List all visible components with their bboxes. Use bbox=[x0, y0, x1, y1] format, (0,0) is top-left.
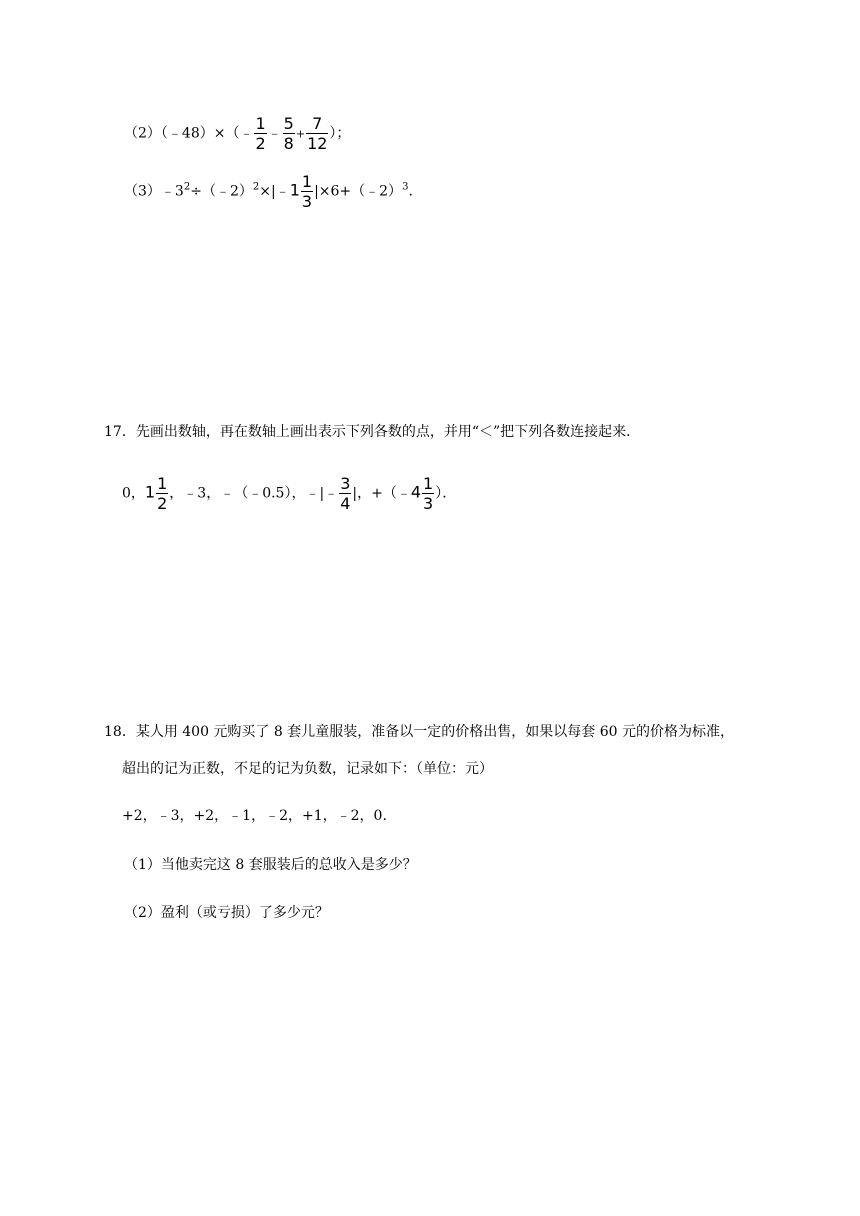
operator: ﹣ bbox=[267, 125, 282, 142]
fraction: $\frac{1}{3}$ bbox=[423, 474, 434, 513]
question-18-line-1: 18．某人用 400 元购买了 8 套儿童服装，准备以一定的价格出售，如果以每套 60 元的价格为标准， bbox=[104, 724, 734, 740]
problem-2-expr-end: ）； bbox=[329, 125, 351, 142]
problem-3-expr-b: ÷（﹣2） bbox=[190, 183, 253, 200]
fraction: $\frac{1}{3}$ bbox=[301, 172, 313, 211]
question-18-records: +2，﹣3，+2，﹣1，﹣2，+1，﹣2，0. bbox=[122, 808, 387, 824]
problem-3-label: （3） bbox=[124, 183, 161, 200]
mixed-number-int: 1 bbox=[289, 180, 300, 200]
exponent: 3 bbox=[402, 181, 409, 193]
fraction: $\frac{3}{4}$ bbox=[340, 474, 351, 513]
fraction: $\frac{7}{12}$ bbox=[307, 114, 328, 153]
question-18-sub-1: （1）当他卖完这 8 套服装后的总收入是多少？ bbox=[124, 857, 417, 873]
problem-3 bbox=[124, 172, 413, 211]
problem-3-expr-d: |×6+（﹣2） bbox=[314, 183, 403, 200]
question-18-line-2: 超出的记为正数，不足的记为负数，记录如下：（单位：元） bbox=[122, 761, 493, 777]
fraction: $\frac{5}{8}$ bbox=[283, 114, 294, 153]
mixed-number-int: 1 bbox=[144, 482, 156, 502]
exponent: 2 bbox=[183, 181, 191, 193]
problem-2-label: （2） bbox=[124, 125, 161, 142]
problem-3-expr-a: ﹣3 bbox=[160, 183, 184, 200]
question-17-title: 17．先画出数轴，再在数轴上画出表示下列各数的点，并用“＜”把下列各数连接起来． bbox=[104, 424, 641, 440]
problem-2 bbox=[124, 114, 350, 153]
problem-3-expr-end: . bbox=[408, 183, 413, 200]
fraction: $\frac{1}{2}$ bbox=[157, 474, 168, 513]
mixed-number-int: 4 bbox=[410, 482, 422, 502]
q17-expr-end: ）． bbox=[435, 485, 457, 502]
q17-expr-c: |，+（﹣ bbox=[352, 485, 411, 502]
exponent: 2 bbox=[252, 181, 260, 193]
operator: + bbox=[295, 127, 306, 141]
problem-3-expr-c: ×|﹣ bbox=[259, 183, 290, 200]
q17-expr-b: ，﹣3，﹣（﹣0.5），﹣|﹣ bbox=[169, 485, 339, 502]
question-18-sub-2: （2）盈利（或亏损）了多少元？ bbox=[124, 905, 329, 921]
problem-2-expr-start: （﹣48）×（﹣ bbox=[160, 125, 254, 142]
fraction: $\frac{1}{2}$ bbox=[255, 114, 266, 153]
question-17-numbers bbox=[122, 474, 456, 513]
q17-expr-a: 0， bbox=[122, 485, 145, 502]
